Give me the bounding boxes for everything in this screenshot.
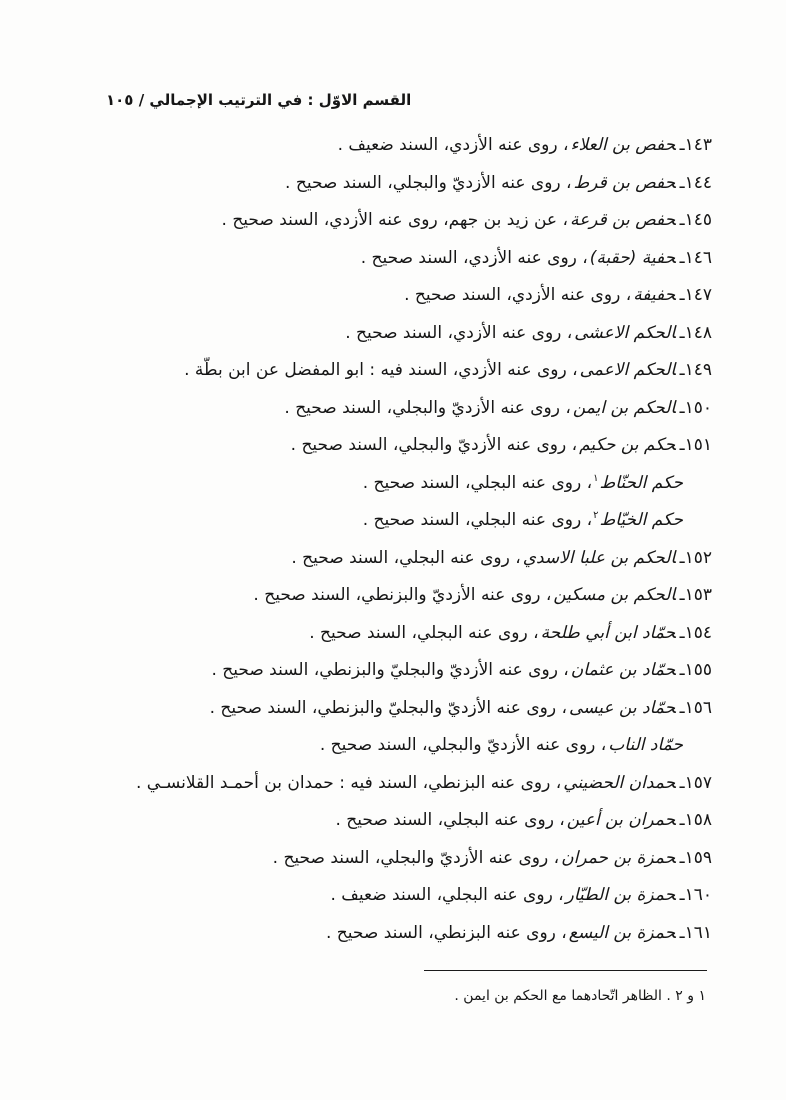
entry-text: ، روى عنه البزنطي، السند صحيح . (325, 922, 567, 943)
entry-number: ١٤٦ (684, 247, 712, 268)
entry-number-dash: ـ (679, 172, 685, 193)
entry-row (40, 540, 712, 578)
entry-row (40, 690, 712, 728)
entry-number: ١٦٠ (684, 885, 712, 905)
entry-row (40, 915, 712, 953)
entry-number-dash: ـ (679, 922, 685, 943)
entry-name: حفص بن قرعة (569, 210, 676, 230)
entry-row (40, 127, 712, 165)
page-header: القسم الاوّل : في الترتيب الإجمالي / ١٠٥ (106, 91, 412, 109)
entry-row (40, 765, 712, 803)
entry-number-dash: ـ (679, 397, 685, 418)
entry-row (40, 202, 712, 240)
entry-name: الحكم الاعشى (574, 322, 676, 343)
entry-text: ، روى عنه الأزديّ والبجليّ والبزنطي، السند صحيح . (209, 697, 567, 718)
entry-name: حمران بن أعين (566, 810, 676, 830)
entry-row (40, 240, 712, 278)
entry-name: حمزة بن اليسع (568, 922, 676, 943)
entry-number: ١٥٣ (684, 585, 712, 605)
entry-number: ١٥٨ (684, 810, 712, 830)
entry-row (40, 352, 712, 390)
entry-text: ، روى عنه الأزدي، السند صحيح . (360, 247, 588, 268)
entry-number-dash: ـ (679, 360, 685, 380)
entry-number-dash: ـ (679, 285, 685, 305)
entry-name: الحكم بن علبا الاسدي (522, 547, 676, 568)
entry-row (40, 390, 712, 428)
footnote-separator (424, 970, 707, 971)
entry-name: حمّاد بن عثمان (570, 660, 676, 680)
entry-row (40, 165, 712, 203)
entry-number: ١٤٤ (684, 172, 712, 193)
entry-name: حكم بن حكيم (579, 435, 676, 455)
footnote-marker: ٢ (593, 510, 599, 522)
entry-number-dash: ـ (679, 660, 685, 680)
entry-number: ١٥٤ (684, 622, 712, 643)
entry-number: ١٥٠ (684, 397, 712, 418)
entry-number-dash: ـ (679, 885, 685, 905)
entry-number-dash: ـ (679, 547, 685, 568)
entry-row (40, 615, 712, 653)
entry-text: ، روى عنه الأزديّ والبجلي، السند صحيح . (284, 397, 571, 418)
entry-number: ١٤٧ (684, 285, 712, 305)
entry-text: ، روى عنه البزنطي، السند فيه : حمدان بن أحمـد القلانسـي . (136, 772, 562, 793)
entry-row (40, 315, 712, 353)
entry-row (40, 652, 712, 690)
entry-text: ، روى عنه الأزدي، السند ضعيف . (337, 135, 569, 155)
entry-number: ١٥٢ (684, 547, 712, 568)
entry-row (40, 802, 712, 840)
entry-number: ١٥٦ (684, 697, 712, 718)
entry-number: ١٥١ (684, 435, 712, 455)
footnote: ١ و ٢ . الظاهر اتّحادهما مع الحكم بن ايمن . (454, 988, 706, 1004)
entry-name: حفية (حقبة) (589, 247, 676, 268)
entry-number: ١٦١ (684, 922, 712, 943)
entry-number-dash: ـ (679, 847, 685, 868)
entry-name: الحكم بن ايمن (572, 397, 676, 418)
entry-name: الحكم بن مسكين (553, 585, 676, 605)
entry-number-dash: ـ (679, 322, 685, 343)
entry-text: ، روى عنه الأزديّ والبجلي، السند صحيح . (285, 172, 572, 193)
entry-name: حفص بن قرط (573, 172, 676, 193)
entry-number: ١٤٥ (684, 210, 712, 230)
entry-row (40, 577, 712, 615)
entry-number-dash: ـ (679, 247, 685, 268)
footnote-marker: ١ (593, 472, 599, 484)
entry-number-dash: ـ (679, 622, 685, 643)
entry-number-dash: ـ (679, 210, 685, 230)
entry-text: ، روى عنه الأزديّ والبزنطي، السند صحيح . (253, 585, 552, 605)
entry-number-dash: ـ (679, 585, 685, 605)
entry-text: ، روى عنه البجلي، السند صحيح . (291, 547, 521, 568)
entry-text: ، روى عنه البجلي، السند صحيح . (335, 810, 565, 830)
entry-row (40, 877, 712, 915)
entry-text: ، روى عنه الأزديّ والبجلي، السند صحيح . (290, 435, 578, 455)
entry-name: حفص بن العلاء (570, 135, 676, 155)
entry-name: حمّاد بن عيسى (568, 697, 676, 718)
entry-row (40, 427, 712, 465)
entry-number: ١٤٣ (684, 135, 712, 155)
entry-text: ، روى عنه الأزديّ والبجليّ والبزنطي، السند صحيح . (211, 660, 569, 680)
entry-name: حمدان الحضيني (563, 772, 676, 793)
entry-name: حفيفة (633, 285, 676, 305)
entry-name: حمّاد ابن أبي طلحة (540, 622, 676, 643)
entry-number-dash: ـ (679, 697, 685, 718)
entry-text: ، روى عنه الأزدي، السند صحيح . (404, 285, 632, 305)
entry-text: ، روى عنه الأزدي، السند فيه : ابو المفضل عن ابن بطّة . (184, 360, 578, 380)
entry-name: حكم الخيّاط (599, 510, 683, 530)
entry-number: ١٥٥ (684, 660, 712, 680)
entry-name: حمزة بن الطيّار (565, 885, 676, 905)
entry-number-dash: ـ (679, 810, 685, 830)
entry-name: حمّاد الناب (608, 735, 683, 755)
entry-number-dash: ـ (679, 772, 685, 793)
entry-number-dash: ـ (679, 135, 685, 155)
entry-row (40, 502, 712, 540)
entry-row (40, 840, 712, 878)
entry-name: حكم الحنّاط (599, 472, 683, 493)
entry-number-dash: ـ (679, 435, 685, 455)
entry-text: ، روى عنه الأزديّ والبجلي، السند صحيح . (272, 847, 560, 868)
entry-text: ، روى عنه البجلي، السند ضعيف . (330, 885, 564, 905)
entry-number: ١٥٧ (684, 772, 712, 793)
entry-number: ١٤٨ (684, 322, 712, 343)
entry-row (40, 277, 712, 315)
entry-text: ، روى عنه البجلي، السند صحيح . (309, 622, 539, 643)
entry-row (40, 727, 712, 765)
entry-number: ١٥٩ (684, 847, 712, 868)
entry-number: ١٤٩ (684, 360, 712, 380)
entry-name: الحكم الاعمى (579, 360, 676, 380)
entry-text: ، روى عنه البجلي، السند صحيح . (362, 472, 593, 493)
entries-list (40, 127, 712, 952)
entry-name: حمزة بن حمران (561, 847, 676, 868)
entry-text: ، روى عنه الأزدي، السند صحيح . (345, 322, 573, 343)
entry-text: ، عن زيد بن جهم، روى عنه الأزدي، السند صحيح . (221, 210, 568, 230)
entry-row (40, 465, 712, 503)
entry-text: ، روى عنه الأزديّ والبجلي، السند صحيح . (319, 735, 607, 755)
entry-text: ، روى عنه البجلي، السند صحيح . (362, 510, 593, 530)
